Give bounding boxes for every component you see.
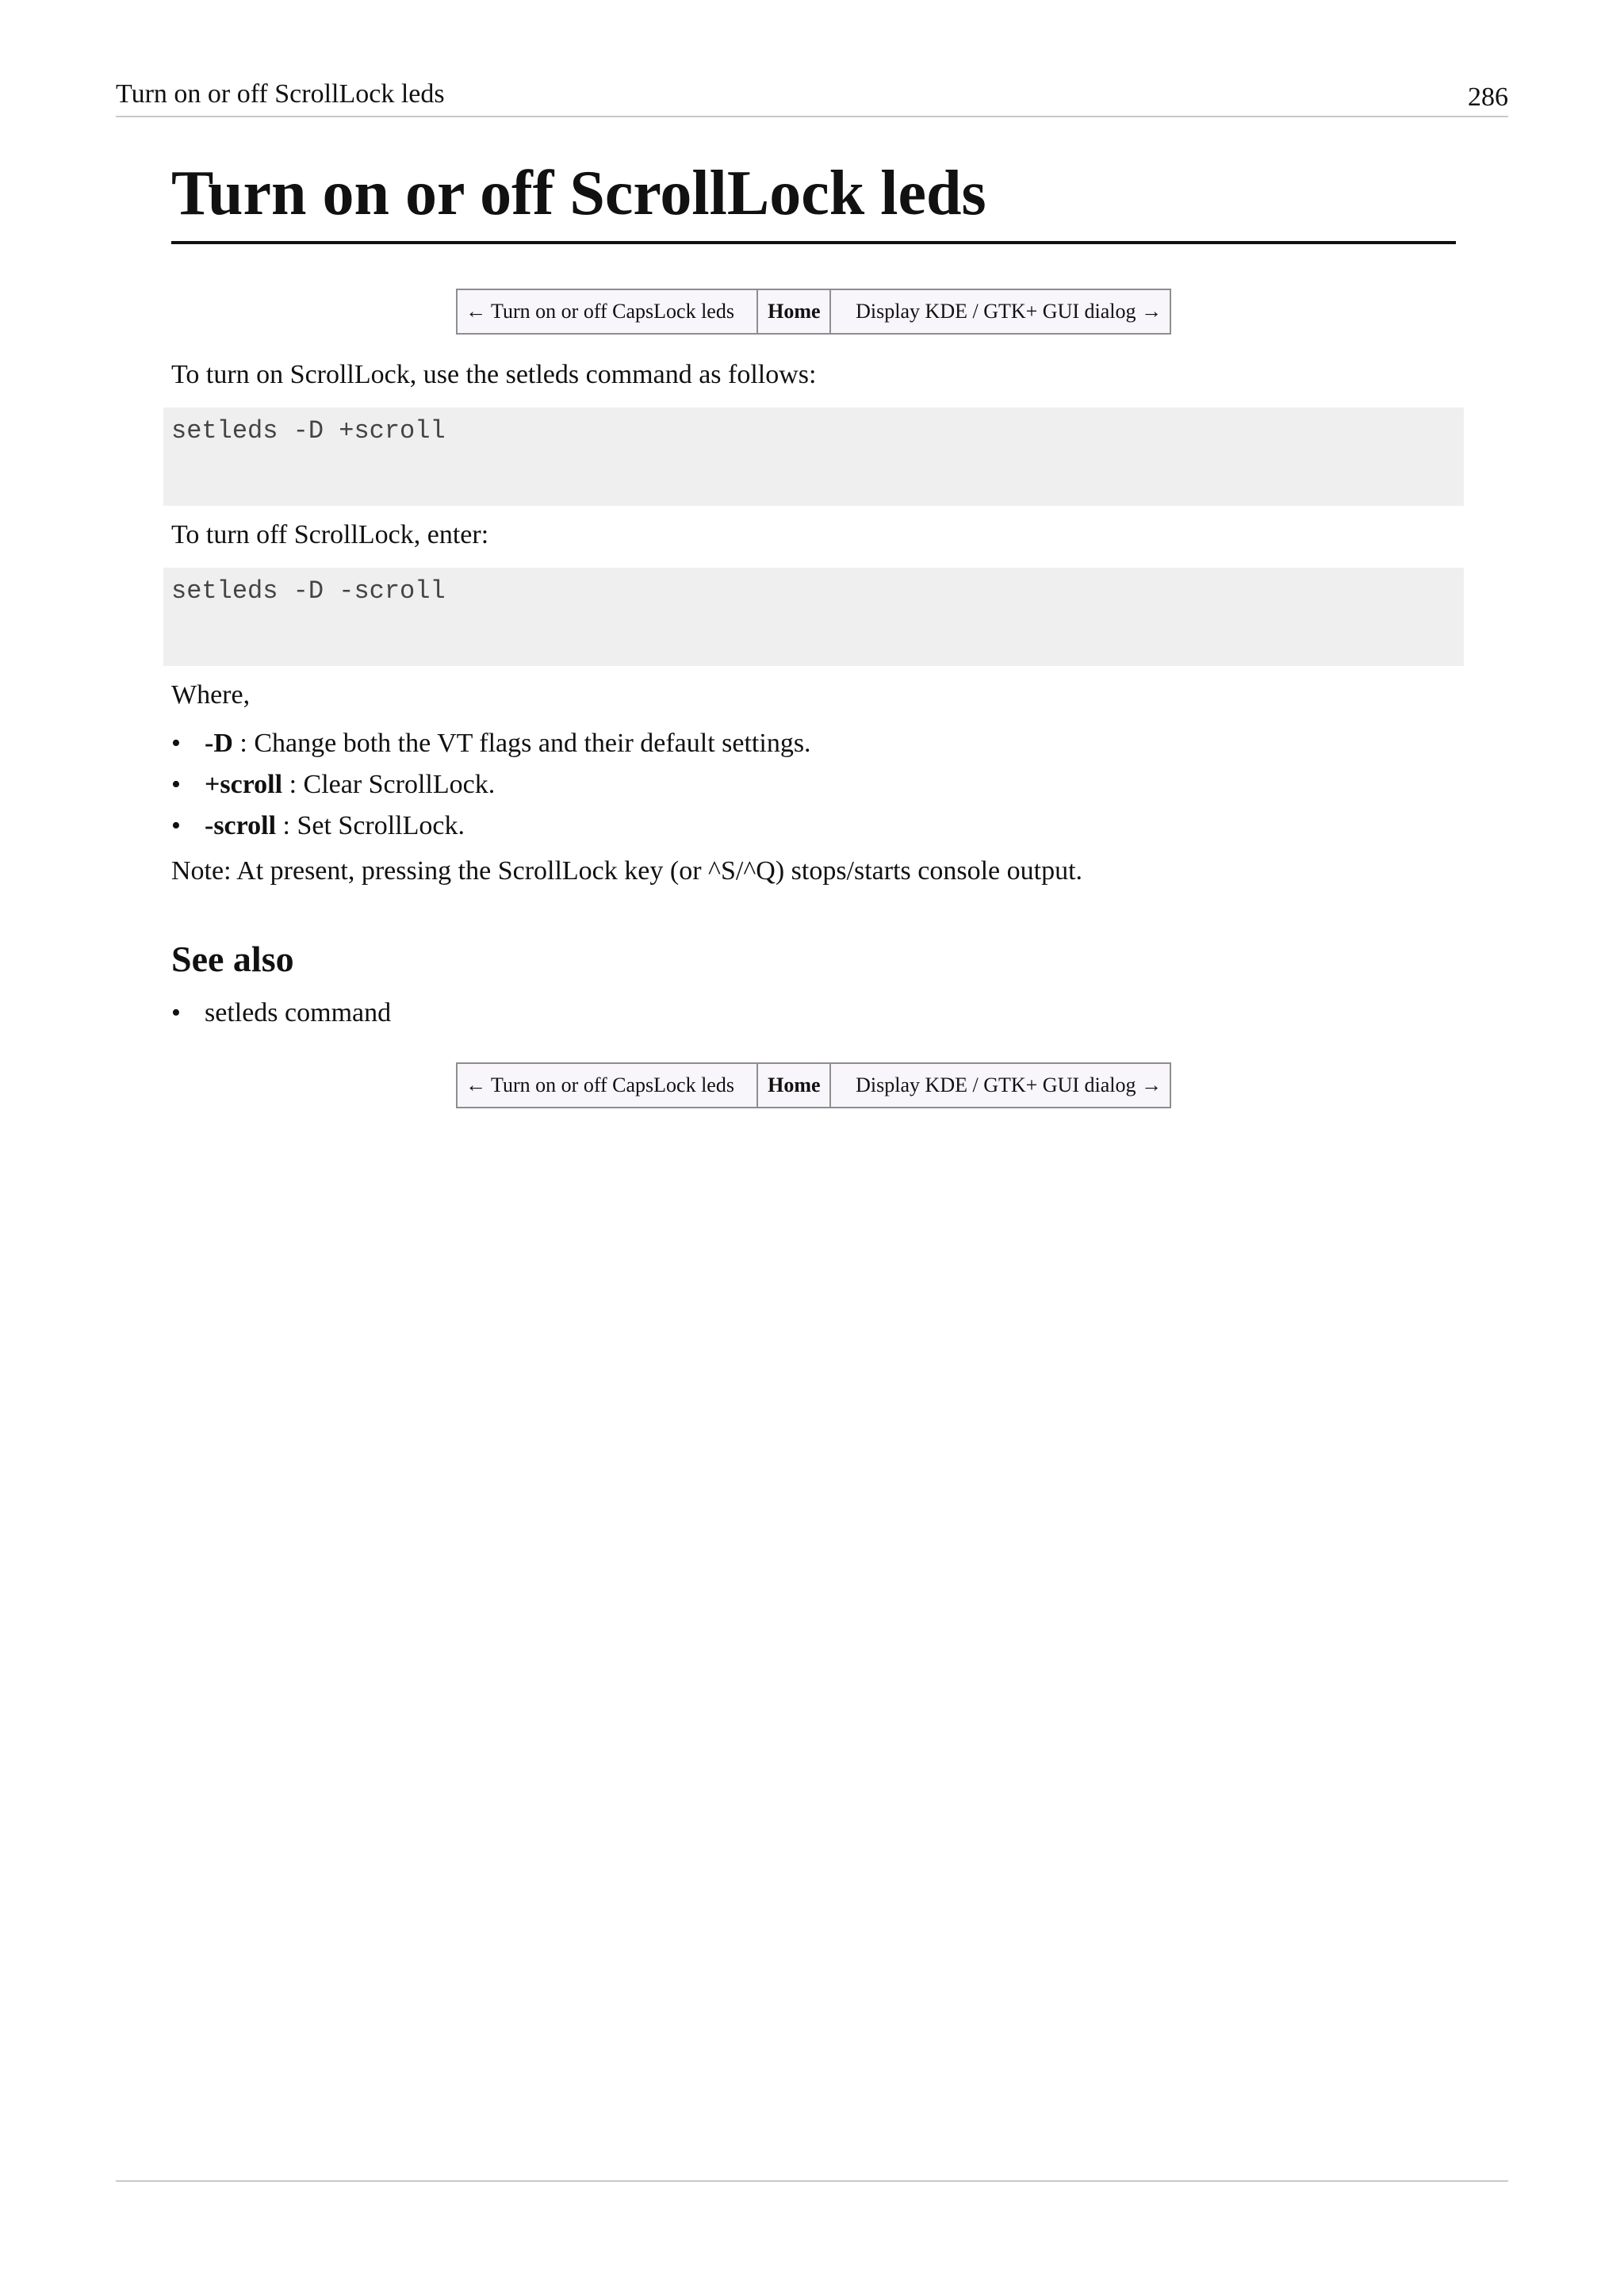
page-title: Turn on or off ScrollLock leds	[171, 159, 1456, 244]
footer-rule	[116, 2180, 1508, 2182]
article-content	[171, 159, 1456, 1108]
list-item	[171, 806, 1456, 847]
nav-next-link[interactable]: Display KDE / GTK+ GUI dialog →	[830, 289, 1170, 334]
see-also-heading: See also	[171, 939, 294, 979]
nav-prev-link[interactable]: ← Turn on or off CapsLock leds	[457, 289, 757, 334]
nav-next-link[interactable]: Display KDE / GTK+ GUI dialog →	[830, 1063, 1170, 1108]
nav-home-link[interactable]: Home	[757, 1063, 830, 1108]
intro-on-paragraph: To turn on ScrollLock, use the setleds command as follows:	[171, 360, 817, 389]
definition-desc: : Clear ScrollLock.	[282, 770, 496, 799]
list-item	[171, 764, 1456, 806]
definition-desc: : Set ScrollLock.	[276, 811, 465, 840]
page-number: 286	[1468, 82, 1508, 112]
see-also-list	[171, 993, 1456, 1034]
nav-prev-link[interactable]: ← Turn on or off CapsLock leds	[457, 1063, 757, 1108]
definition-desc: : Change both the VT flags and their default settings.	[232, 729, 811, 758]
nav-table-top	[456, 289, 1171, 335]
where-paragraph: Where,	[171, 680, 251, 710]
definition-list	[171, 723, 1456, 847]
definition-term: -scroll	[205, 811, 277, 840]
definition-term: -D	[205, 729, 233, 758]
code-block-on: setleds -D +scroll	[163, 408, 1464, 506]
running-header	[116, 76, 1508, 117]
code-block-off: setleds -D -scroll	[163, 568, 1464, 666]
nav-table-bottom	[456, 1062, 1171, 1108]
note-paragraph: Note: At present, pressing the ScrollLock key (or ^S/^Q) stops/starts console output.	[171, 856, 1083, 886]
running-title: Turn on or off ScrollLock leds	[116, 79, 445, 109]
list-item	[171, 723, 1456, 764]
definition-term: +scroll	[205, 770, 283, 799]
see-also-link[interactable]: • setleds command	[171, 993, 1456, 1034]
nav-home-link[interactable]: Home	[757, 289, 830, 334]
intro-off-paragraph: To turn off ScrollLock, enter:	[171, 520, 489, 549]
